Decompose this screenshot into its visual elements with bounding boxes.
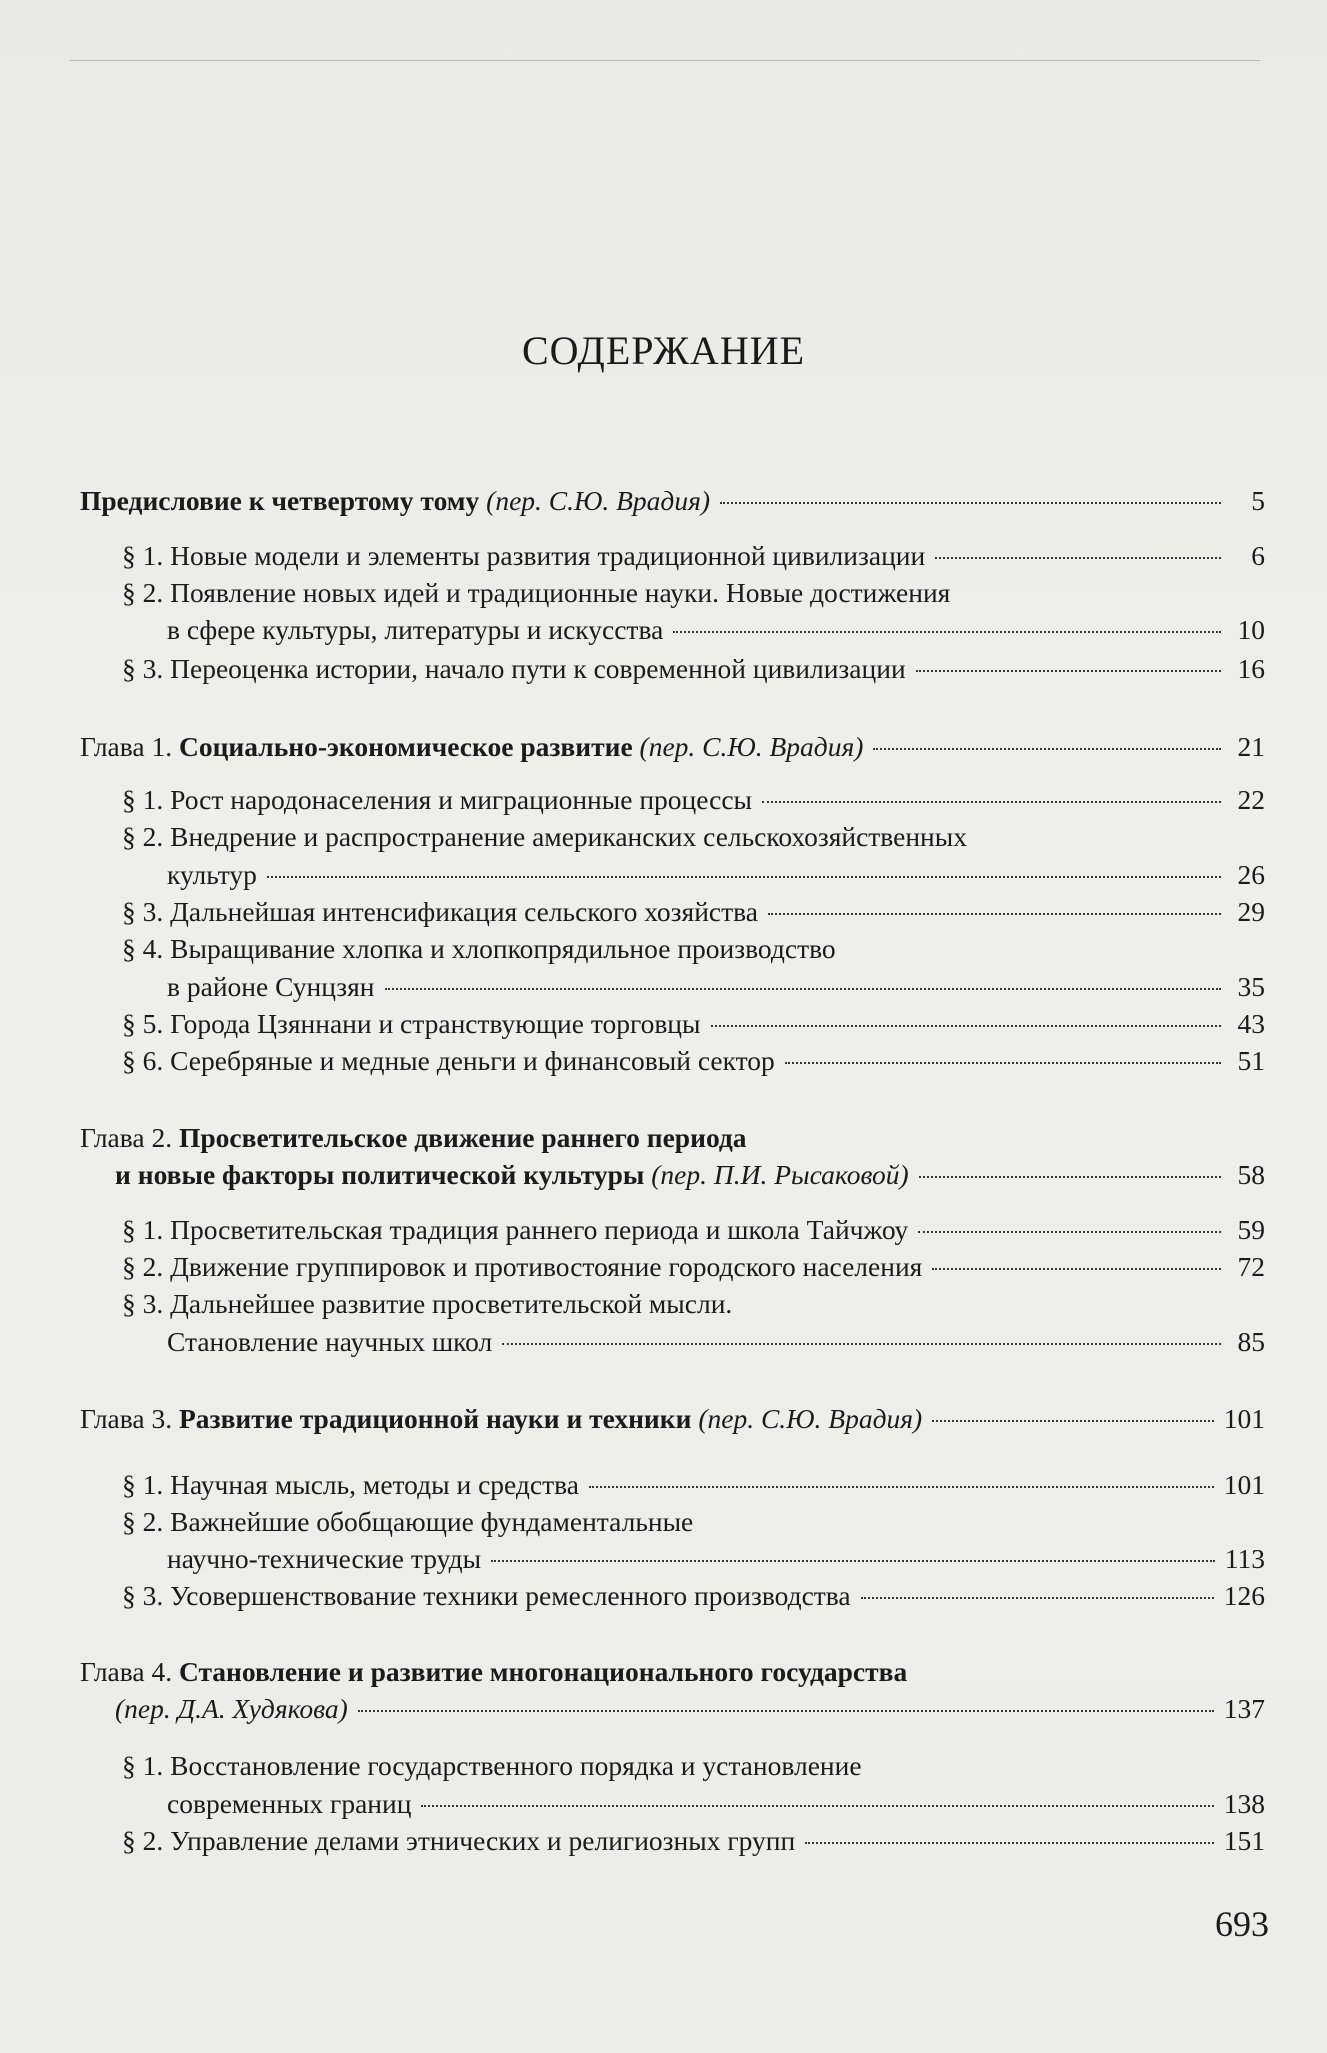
dot-leader xyxy=(861,1597,1214,1599)
dot-leader xyxy=(916,670,1221,672)
toc-entry-chapter-3[interactable] xyxy=(80,1400,1265,1438)
section-title: § 2. Появление новых идей и традиционные науки. Новые достижения xyxy=(122,577,951,608)
toc-section[interactable] xyxy=(167,1323,1265,1361)
section-title: § 2. Внедрение и распространение американских сельскохозяйственных xyxy=(122,821,967,852)
page-ref: 101 xyxy=(1223,1403,1265,1434)
entry-title: Просветительское движение раннего периода xyxy=(178,1122,747,1153)
page-ref: 126 xyxy=(1223,1580,1265,1611)
section-title: § 5. Города Цзяннани и странствующие торговцы xyxy=(122,1008,701,1039)
toc-section[interactable] xyxy=(122,650,1265,688)
page-ref: 29 xyxy=(1237,896,1265,927)
toc-section[interactable] xyxy=(122,537,1265,575)
dot-leader xyxy=(421,1805,1213,1807)
dot-leader xyxy=(935,557,1221,559)
page-ref: 85 xyxy=(1237,1326,1265,1357)
entry-title: Предисловие к четвертому тому xyxy=(80,485,480,516)
dot-leader xyxy=(385,988,1222,990)
dot-leader xyxy=(805,1842,1214,1844)
page-ref: 5 xyxy=(1251,485,1265,516)
translator-note: (пер. С.Ю. Врадия) xyxy=(639,731,864,762)
section-title-cont: Становление научных школ xyxy=(167,1326,493,1357)
dot-leader xyxy=(491,1560,1215,1562)
dot-leader xyxy=(932,1268,1221,1270)
page-ref: 59 xyxy=(1237,1214,1265,1245)
dot-leader xyxy=(673,631,1221,633)
toc-section[interactable] xyxy=(122,1211,1265,1249)
dot-leader xyxy=(762,801,1221,803)
toc-section[interactable] xyxy=(122,1577,1265,1615)
section-title: § 1. Рост народонаселения и миграционные процессы xyxy=(122,784,753,815)
chapter-label: Глава 3. xyxy=(80,1403,173,1434)
toc-entry-chapter-2-line1[interactable] xyxy=(80,1119,747,1157)
dot-leader xyxy=(932,1420,1214,1422)
dot-leader xyxy=(918,1231,1221,1233)
toc-section[interactable] xyxy=(122,893,1265,931)
toc-section[interactable] xyxy=(167,856,1265,894)
section-title-cont: научно-технические труды xyxy=(167,1543,482,1574)
dot-leader xyxy=(720,502,1221,504)
section-title: § 2. Управление делами этнических и религиозных групп xyxy=(122,1825,796,1856)
toc-entry-chapter-2[interactable] xyxy=(115,1156,1265,1194)
toc-entry-chapter-4[interactable] xyxy=(115,1690,1265,1728)
toc-section[interactable] xyxy=(122,781,1265,819)
dot-leader xyxy=(919,1176,1221,1178)
section-title: § 1. Научная мысль, методы и средства xyxy=(122,1469,579,1500)
toc-entry-chapter-4-line1[interactable] xyxy=(80,1653,907,1691)
chapter-label: Глава 2. xyxy=(80,1122,173,1153)
page-ref: 151 xyxy=(1223,1825,1265,1856)
page-ref: 51 xyxy=(1237,1045,1265,1076)
section-title: § 3. Дальнейшая интенсификация сельского хозяйства xyxy=(122,896,758,927)
toc-section[interactable] xyxy=(122,1042,1265,1080)
entry-title: Становление и развитие многонационального государства xyxy=(178,1656,908,1687)
section-title: § 2. Важнейшие обобщающие фундаментальные xyxy=(122,1506,694,1537)
dot-leader xyxy=(768,913,1221,915)
chapter-label: Глава 4. xyxy=(80,1656,173,1687)
section-title: § 3. Усовершенствование техники ремесленного производства xyxy=(122,1580,851,1611)
section-title-cont: культур xyxy=(167,859,257,890)
toc-section[interactable] xyxy=(167,1785,1265,1823)
translator-note: (пер. П.И. Рысаковой) xyxy=(651,1159,909,1190)
section-title: § 6. Серебряные и медные деньги и финансовый сектор xyxy=(122,1045,775,1076)
dot-leader xyxy=(873,748,1221,750)
page-ref: 113 xyxy=(1224,1543,1265,1574)
page-ref: 138 xyxy=(1223,1788,1265,1819)
page-ref: 21 xyxy=(1237,731,1265,762)
dot-leader xyxy=(502,1343,1221,1345)
dot-leader xyxy=(711,1025,1222,1027)
section-title: § 3. Переоценка истории, начало пути к современной цивилизации xyxy=(122,653,906,684)
toc-section[interactable] xyxy=(167,611,1265,649)
page-ref: 137 xyxy=(1223,1693,1265,1724)
section-title-cont: современных границ xyxy=(167,1788,412,1819)
page-ref: 22 xyxy=(1237,784,1265,815)
translator-note: (пер. Д.А. Худякова) xyxy=(115,1693,348,1724)
section-title-cont: в районе Сунцзян xyxy=(167,971,375,1002)
translator-note: (пер. С.Ю. Врадия) xyxy=(698,1403,923,1434)
dot-leader xyxy=(358,1710,1214,1712)
page-ref: 35 xyxy=(1237,971,1265,1002)
section-title: § 3. Дальнейшее развитие просветительской мысли. xyxy=(122,1288,733,1319)
translator-note: (пер. С.Ю. Врадия) xyxy=(486,485,711,516)
entry-title: Развитие традиционной науки и техники xyxy=(178,1403,692,1434)
toc-section[interactable] xyxy=(167,1540,1265,1578)
page-number: 693 xyxy=(1215,1904,1269,1944)
chapter-label: Глава 1. xyxy=(80,731,173,762)
page-ref: 10 xyxy=(1237,614,1265,645)
dot-leader xyxy=(589,1486,1214,1488)
toc-section[interactable] xyxy=(122,1005,1265,1043)
section-title: § 1. Просветительская традиция раннего периода и школа Тайчжоу xyxy=(122,1214,909,1245)
entry-title-cont: и новые факторы политической культуры xyxy=(115,1159,645,1190)
section-title-cont: в сфере культуры, литературы и искусства xyxy=(167,614,664,645)
page-ref: 101 xyxy=(1223,1469,1265,1500)
toc-section[interactable] xyxy=(122,1466,1265,1504)
section-title: § 1. Новые модели и элементы развития традиционной цивилизации xyxy=(122,540,926,571)
toc-section[interactable] xyxy=(122,1822,1265,1860)
page-ref: 43 xyxy=(1237,1008,1265,1039)
entry-title: Социально-экономическое развитие xyxy=(178,731,633,762)
page-ref: 72 xyxy=(1237,1251,1265,1282)
dot-leader xyxy=(785,1062,1221,1064)
section-title: § 4. Выращивание хлопка и хлопкопрядильное производство xyxy=(122,933,836,964)
page-ref: 16 xyxy=(1237,653,1265,684)
toc-entry-chapter-1[interactable] xyxy=(80,728,1265,766)
page-ref: 6 xyxy=(1251,540,1265,571)
toc-entry-preface[interactable] xyxy=(80,482,1265,520)
page-ref: 26 xyxy=(1237,859,1265,890)
section-title: § 1. Восстановление государственного порядка и установление xyxy=(122,1750,862,1781)
section-title: § 2. Движение группировок и противостояние городского населения xyxy=(122,1251,923,1282)
toc-section[interactable] xyxy=(167,968,1265,1006)
dot-leader xyxy=(267,876,1221,878)
page-title: СОДЕРЖАНИЕ xyxy=(521,328,806,373)
toc-section[interactable] xyxy=(122,1248,1265,1286)
page-ref: 58 xyxy=(1237,1159,1265,1190)
